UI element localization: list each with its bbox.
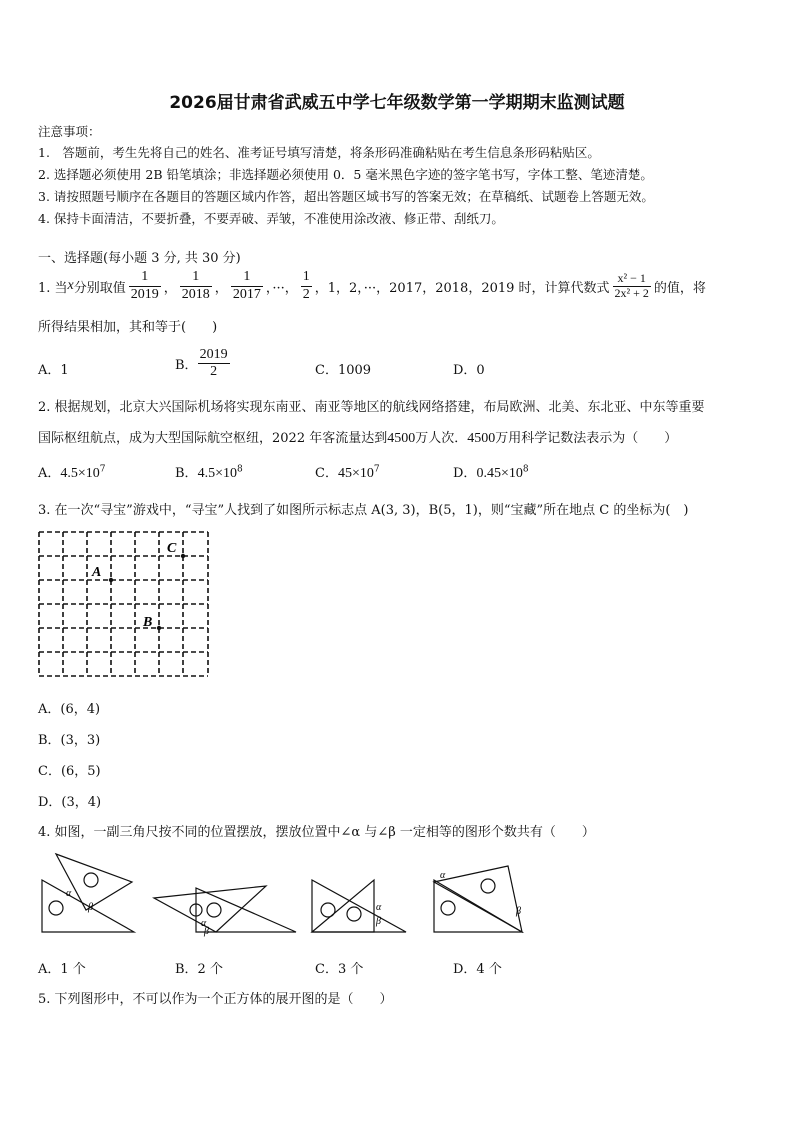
option-b: B．2 个 (175, 962, 223, 977)
fraction: $\frac{1}{2017}$ (232, 269, 261, 302)
option-b: B． $\frac{2019}{2}$ (175, 347, 228, 380)
option-c: C．3 个 (315, 962, 364, 977)
fraction: $\frac{2019}{2}$ (199, 347, 228, 380)
q2-line1: 2. 根据规划，北京大兴国际机场将实现东南亚、南亚等地区的航线网络搭建，布局欧洲、北美、东北亚、中东等重要 (38, 400, 705, 415)
option-a: A．$4.5\times 10^7$ (38, 464, 106, 481)
option-a: A．1 个 (38, 962, 86, 977)
label-c: C (167, 541, 177, 556)
option-d: D．(3，4) (38, 795, 102, 810)
q1-variable: x (67, 278, 74, 293)
notice-item: 3. 请按照题号顺序在各题目的答题区域内作答，超出答题区域书写的答案无效；在草稿纸、试题卷上答题无效。 (38, 189, 654, 204)
option-a: A．(6，4) (38, 702, 101, 717)
beta-label: β (376, 916, 381, 927)
q2-line2: 国际枢纽航点，成为大型国际航空枢纽，2022 年客流量达到4500万人次．4500万用科学记数法表示为（ ） (38, 431, 678, 446)
notice-item: 4. 保持卡面清洁，不要折叠，不要弄破、弄皱，不准使用涂改液、修正带、刮纸刀。 (38, 211, 504, 226)
treasure-grid-figure (36, 528, 212, 680)
expression-fraction: $\frac{\text{x² − 1}}{\text{2x² + 2}}$ (614, 270, 649, 300)
q1-mid: 分别取值 (73, 280, 126, 296)
option-d: D．0 (453, 363, 485, 378)
label-b: B (143, 615, 153, 630)
section-heading: 一、选择题(每小题 3 分, 共 30 分) (38, 251, 241, 266)
beta-label: β (88, 902, 93, 913)
q5-text: 5. 下列图形中，不可以作为一个正方体的展开图的是（ ） (38, 992, 393, 1007)
beta-label: β (204, 926, 209, 937)
fraction: $\frac{1}{2}$ (302, 269, 310, 302)
option-d: D．$0.45\times 10^8$ (453, 464, 529, 481)
q1-list: ，1，2，···，2017，2018，2019 时，计算代数式 (314, 280, 610, 296)
notice-heading: 注意事项： (38, 124, 101, 139)
fraction: $\frac{1}{2019}$ (130, 269, 159, 302)
label-a: A (92, 565, 102, 580)
page-title: 2026届甘肃省武威五中学七年级数学第一学期期末监测试题 (169, 93, 625, 113)
q1-dots: ，···， (265, 280, 298, 296)
option-a: A．1 (38, 363, 69, 378)
q4-text: 4. 如图，一副三角尺按不同的位置摆放，摆放位置中∠α 与∠β 一定相等的图形个数共有（ ） (38, 825, 595, 840)
option-c: C．(6，5) (38, 764, 101, 779)
option-c: C．$45\times 10^7$ (315, 464, 380, 481)
q1-prefix: 1. 当 (38, 280, 68, 296)
alpha-label: α (376, 902, 382, 913)
point-a (109, 578, 113, 582)
question-1: 1. 当 x 分别取值 $\frac{1}{2019}$ ， $\frac{1}{2018}$ ， $\frac{1}{2017}$ ，···， $\frac{1}{2}$ ，1，2，···，2017，2018，2019 时，计算代数式 $\frac{\text{x² − 1}}{\text{2x² + 2}}$ 的值，将 (38, 269, 706, 302)
point-c (181, 554, 185, 558)
option-b: B．$4.5\times 10^8$ (175, 464, 243, 481)
alpha-label: α (66, 888, 72, 899)
alpha-label: α (201, 918, 207, 929)
option-c: C．1009 (315, 363, 372, 378)
alpha-label: α (440, 870, 446, 881)
notice-item: 2. 选择题必须使用 2B 铅笔填涂；非选择题必须使用 0．5 毫米黑色字迹的签字笔书写，字体工整、笔迹清楚。 (38, 167, 653, 182)
q1-suffix: 的值，将 (653, 280, 706, 296)
point-b (157, 626, 161, 630)
triangle-rulers-figure (36, 848, 536, 938)
q1-line2: 所得结果相加，其和等于( ) (38, 320, 218, 335)
notice-item: 1. 答题前，考生先将自己的姓名、准考证号填写清楚，将条形码准确粘贴在考生信息条形码粘贴区。 (38, 145, 600, 160)
fraction: $\frac{1}{2018}$ (181, 269, 210, 302)
q3-text: 3. 在一次“寻宝”游戏中，“寻宝”人找到了如图所示标志点 A(3, 3)，B(5，1)，则“宝藏”所在地点 C 的坐标为( ) (38, 503, 689, 518)
beta-label: β (516, 906, 521, 917)
option-d: D．4 个 (453, 962, 502, 977)
option-b: B．(3，3) (38, 733, 101, 748)
